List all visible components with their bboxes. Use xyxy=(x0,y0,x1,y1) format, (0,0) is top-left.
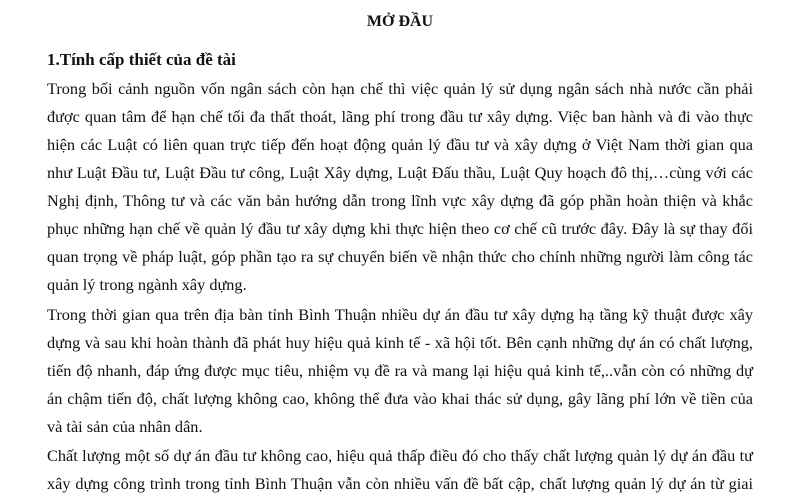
paragraph-line: quản lý trong ngành xây dựng. xyxy=(47,275,247,294)
paragraph-line: tiến độ nhanh, đáp ứng được mục tiêu, nhiệm vụ đề ra và mang lại hiệu quả kinh tế,..vẫn còn có những dự xyxy=(47,361,753,380)
paragraph-line: Nghị định, Thông tư và các văn bản hướng dẫn trong lĩnh vực xây dựng đã góp phần hoàn thiện và khắc xyxy=(47,191,753,210)
paragraph-line: dựng và sau khi hoàn thành đã phát huy hiệu quả kinh tế - xã hội tốt. Bên cạnh những dự án có chất lượng, xyxy=(47,333,753,352)
paragraph-line: xây dựng công trình trong tỉnh Bình Thuận vẫn còn nhiều vấn đề bất cập, chất lượng quản lý dự án từ giai xyxy=(47,474,753,493)
paragraph-line: hiện các Luật có liên quan trực tiếp đến hoạt động quản lý đầu tư và xây dựng ở Việt Nam thời gian qua xyxy=(47,135,753,154)
paragraph-line: phục những hạn chế về quản lý đầu tư xây dựng khi thực hiện theo cơ chế cũ trước đây. Đây là sự thay đổi xyxy=(47,219,753,238)
paragraph-line: Trong bối cảnh nguồn vốn ngân sách còn hạn chế thì việc quản lý sử dụng ngân sách nhà nước cần phải xyxy=(47,79,753,98)
paragraph-line: và tài sản của nhân dân. xyxy=(47,417,203,436)
document-title: MỞ ĐẦU xyxy=(366,13,434,30)
paragraph-line: Chất lượng một số dự án đầu tư không cao, hiệu quả thấp điều đó cho thấy chất lượng quản lý dự án đầu tư xyxy=(47,446,753,465)
paragraph-line: án chậm tiến độ, chất lượng không cao, không thể đưa vào khai thác sử dụng, gây lãng phí lớn về tiền của xyxy=(47,389,753,408)
paragraph-2 xyxy=(47,301,753,441)
section-heading: 1.Tính cấp thiết của đề tài xyxy=(47,50,236,69)
paragraph-line: quan trọng về pháp luật, góp phần tạo ra sự chuyển biến về nhận thức cho chính những người làm công tác xyxy=(47,247,753,266)
paragraph-line: được quan tâm để hạn chế tối đa thất thoát, lãng phí trong đầu tư xây dựng. Việc ban hành và đi vào thực xyxy=(47,107,753,126)
paragraph-line: Trong thời gian qua trên địa bàn tỉnh Bình Thuận nhiều dự án đầu tư xây dựng hạ tầng kỹ thuật được xây xyxy=(47,305,753,324)
paragraph-1 xyxy=(47,75,753,299)
paragraph-3 xyxy=(47,442,753,498)
paragraph-line: như Luật Đầu tư, Luật Đầu tư công, Luật Xây dựng, Luật Đấu thầu, Luật Quy hoạch đô thị,…cùng với các xyxy=(47,163,753,182)
